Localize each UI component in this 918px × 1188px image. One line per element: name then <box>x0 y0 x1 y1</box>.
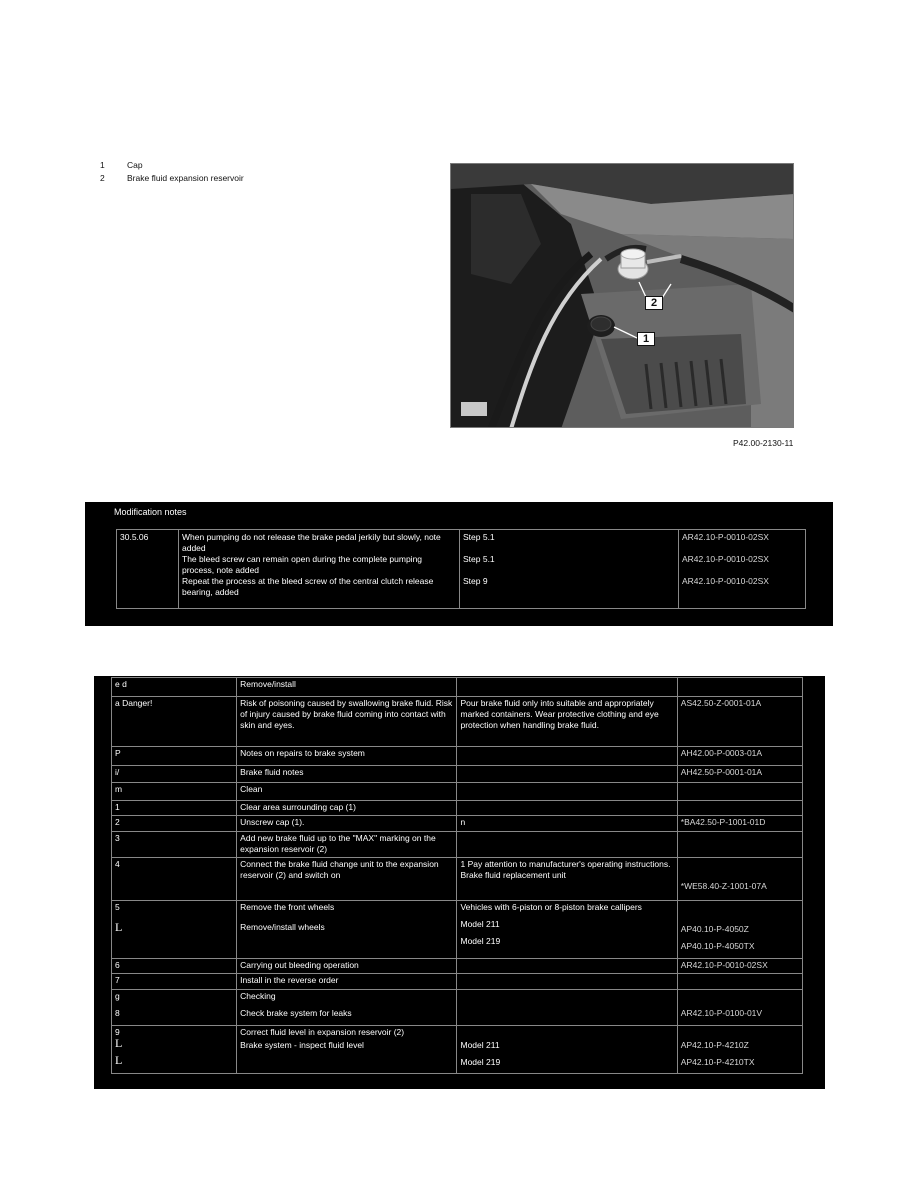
model-label: Model 219 <box>460 936 501 946</box>
row-text-cell <box>237 990 457 1026</box>
row-marker: 5 <box>115 902 120 912</box>
table-row <box>117 530 806 609</box>
row-marker: 9 <box>115 1027 120 1037</box>
table-row <box>112 858 803 901</box>
row-note: n <box>457 816 677 832</box>
danger-measure: Pour brake fluid only into suitable and appropriately marked containers. Wear protective clothing and eye protection when handling brake fluid. <box>457 697 677 747</box>
row-text: Add new brake fluid up to the "MAX" marking on the expansion reservoir (2) <box>237 832 457 858</box>
model-label: Model 211 <box>460 919 500 929</box>
modification-notes-section <box>85 502 833 626</box>
row-ref: AP42.10-P-4210Z <box>680 1040 749 1050</box>
tool-ref: *WE58.40-Z-1001-07A <box>680 881 767 891</box>
model-label: Model 219 <box>460 1057 501 1067</box>
row-text-cell <box>237 1026 457 1074</box>
sub-text: Brake system - inspect fluid level <box>240 1040 364 1050</box>
row-text: Brake fluid notes <box>237 766 457 783</box>
callout-2: 2 <box>645 296 663 310</box>
modification-step: Step 5.1 <box>463 532 495 542</box>
row-ref: AP42.10-P-4210TX <box>680 1057 755 1067</box>
modification-ref: AR42.10-P-0010-02SX <box>682 554 769 564</box>
modification-date: 30.5.06 <box>117 530 179 609</box>
row-ref: AP40.10-P-4050Z <box>680 924 749 934</box>
model-label: Model 211 <box>460 1040 500 1050</box>
row-ref: *BA42.50-P-1001-01D <box>677 816 802 832</box>
table-row <box>112 801 803 816</box>
modification-note-text: Repeat the process at the bleed screw of the central clutch release bearing, added <box>182 576 434 597</box>
row-text: Correct fluid level in expansion reservoir (2) <box>240 1027 405 1037</box>
row-text: Remove the front wheels <box>240 902 335 912</box>
sub-marker: L <box>115 1036 123 1050</box>
row-marker-cell <box>112 901 237 959</box>
callout-1: 1 <box>637 332 655 346</box>
table-row <box>112 747 803 766</box>
row-note-cell <box>457 1026 677 1074</box>
legend-number: 2 <box>100 173 105 183</box>
row-text: Unscrew cap (1). <box>237 816 457 832</box>
sub-marker: L <box>115 1053 123 1067</box>
row-marker: g <box>115 991 120 1001</box>
row-marker: 1 <box>112 801 237 816</box>
photo-reference-code: P42.00-2130-11 <box>733 438 794 448</box>
legend-label: Cap <box>127 160 143 170</box>
row-text: Check brake system for leaks <box>240 1008 352 1018</box>
sub-marker: L <box>115 920 123 934</box>
legend-number: 1 <box>100 160 105 170</box>
row-note-cell <box>457 858 677 901</box>
row-ref-cell <box>677 990 802 1026</box>
legend-item <box>100 159 244 172</box>
row-ref: AR42.10-P-0010-02SX <box>677 959 802 974</box>
row-ref-cell <box>677 901 802 959</box>
table-row <box>112 766 803 783</box>
row-marker-cell <box>112 990 237 1026</box>
row-marker: i/ <box>112 766 237 783</box>
modification-notes-title: Modification notes <box>114 507 187 517</box>
row-ref-cell <box>677 1026 802 1074</box>
row-marker: 7 <box>112 974 237 990</box>
figure-legend <box>100 159 244 185</box>
engine-bay-photo <box>450 163 794 428</box>
header-marker: e d <box>112 678 237 697</box>
danger-ref: AS42.50-Z-0001-01A <box>677 697 802 747</box>
tool-name: Brake fluid replacement unit <box>460 870 566 880</box>
row-text: Carrying out bleeding operation <box>237 959 457 974</box>
row-marker-cell <box>112 1026 237 1074</box>
modification-notes-table <box>116 529 806 609</box>
danger-text: Risk of poisoning caused by swallowing brake fluid. Risk of injury caused by brake fluid coming into contact with skin and eyes. <box>237 697 457 747</box>
legend-label: Brake fluid expansion reservoir <box>127 173 244 183</box>
modification-step: Step 5.1 <box>463 554 495 564</box>
row-marker: 2 <box>112 816 237 832</box>
table-row <box>112 816 803 832</box>
table-row <box>112 974 803 990</box>
row-text: Connect the brake fluid change unit to the expansion reservoir (2) and switch on <box>237 858 457 901</box>
row-text: Clear area surrounding cap (1) <box>237 801 457 816</box>
row-note: Vehicles with 6-piston or 8-piston brake callipers <box>460 902 642 912</box>
table-row <box>112 832 803 858</box>
modification-step: Step 9 <box>463 576 488 586</box>
row-marker: 3 <box>112 832 237 858</box>
procedure-section <box>94 676 825 1089</box>
row-marker: 8 <box>115 1008 120 1018</box>
row-marker: m <box>112 783 237 801</box>
row-marker: 6 <box>112 959 237 974</box>
header-title: Remove/install <box>237 678 457 697</box>
row-text: Clean <box>237 783 457 801</box>
row-note: 1 Pay attention to manufacturer's operating instructions. <box>460 859 671 869</box>
modification-ref: AR42.10-P-0010-02SX <box>682 576 769 586</box>
table-row <box>112 1026 803 1074</box>
procedure-table <box>111 677 803 1074</box>
table-row <box>112 990 803 1026</box>
row-marker: 4 <box>112 858 237 901</box>
table-row <box>112 697 803 747</box>
modification-steps <box>460 530 679 609</box>
table-row <box>112 678 803 697</box>
row-ref: AH42.50-P-0001-01A <box>677 766 802 783</box>
row-text: Notes on repairs to brake system <box>237 747 457 766</box>
table-row <box>112 959 803 974</box>
row-text-cell <box>237 901 457 959</box>
table-row <box>112 901 803 959</box>
row-ref: AP40.10-P-4050TX <box>680 941 755 951</box>
engine-bay-illustration <box>451 164 794 428</box>
modification-note-text: When pumping do not release the brake pedal jerkily but slowly, note added <box>182 532 441 553</box>
legend-item <box>100 172 244 185</box>
table-row <box>112 783 803 801</box>
row-note-cell <box>457 901 677 959</box>
modification-texts <box>179 530 460 609</box>
row-marker: P <box>112 747 237 766</box>
modification-refs <box>679 530 806 609</box>
row-text: Install in the reverse order <box>237 974 457 990</box>
danger-label: a Danger! <box>112 697 237 747</box>
sub-text: Remove/install wheels <box>240 922 325 932</box>
modification-ref: AR42.10-P-0010-02SX <box>682 532 769 542</box>
row-ref: AH42.00-P-0003-01A <box>677 747 802 766</box>
row-text: Checking <box>240 991 276 1001</box>
modification-note-text: The bleed screw can remain open during the complete pumping process, note added <box>182 554 423 575</box>
row-ref: AR42.10-P-0100-01V <box>680 1008 763 1018</box>
